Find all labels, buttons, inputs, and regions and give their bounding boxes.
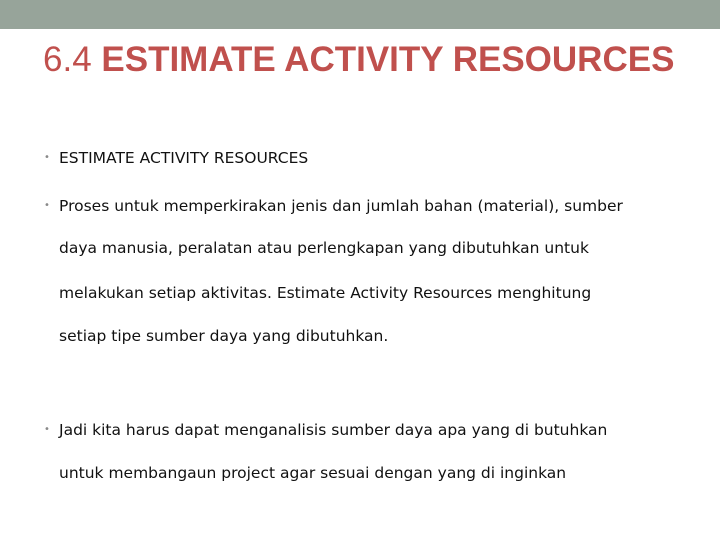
bullet-2-line-1: Proses untuk memperkirakan jenis dan jumlah bahan (material), sumber	[59, 197, 623, 215]
title-number: 6.4	[43, 40, 92, 79]
bullet-2-line-4: setiap tipe sumber daya yang dibutuhkan.	[59, 327, 389, 345]
bullet-dot-icon: •	[44, 152, 50, 163]
bullet-1-line-1: ESTIMATE ACTIVITY RESOURCES	[59, 149, 309, 167]
bullet-2-line-2: daya manusia, peralatan atau perlengkapan yang dibutuhkan untuk	[59, 239, 589, 257]
bullet-2-line-3: melakukan setiap aktivitas. Estimate Activity Resources menghitung	[59, 284, 592, 302]
bullet-dot-icon: •	[44, 424, 50, 435]
bullet-dot-icon: •	[44, 200, 50, 211]
bullet-3-line-1: Jadi kita harus dapat menganalisis sumber daya apa yang di butuhkan	[59, 421, 608, 439]
bullet-3-line-2: untuk membangaun project agar sesuai dengan yang di inginkan	[59, 464, 567, 482]
title-text: ESTIMATE ACTIVITY RESOURCES	[101, 40, 675, 79]
